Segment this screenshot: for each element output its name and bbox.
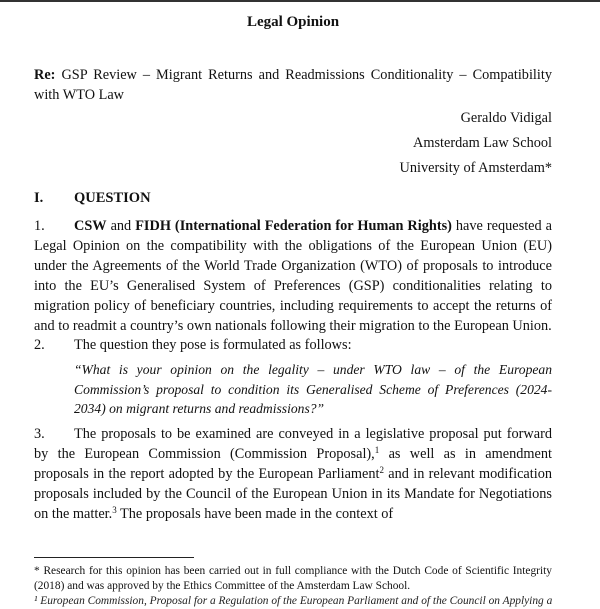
subject-line (34, 66, 552, 105)
paragraph-3 (34, 425, 552, 525)
section-heading (34, 190, 151, 207)
paragraph-text: The question they pose is formulated as follows: (74, 337, 352, 353)
requester-fidh: FIDH (International Federation for Human Rights) (135, 218, 452, 234)
requester-csw: CSW (74, 218, 107, 234)
subject-label: Re: (34, 67, 56, 83)
author-university: University of Amsterdam* (399, 160, 552, 176)
block-quote: “What is your opinion on the legality – under WTO law – of the European Commission’s proposal to condition its Generalised Scheme of Preferences (2024-2034) on migrant returns and readmissions?” (74, 362, 552, 416)
paragraph-text: as well as in amendment proposals in the report adopted by the European Parliament (34, 445, 553, 482)
paragraph-text: have requested a Legal Opinion on the compatibility with the obligations of the European Union (EU) under the Agreements of the World Trade Organization (WTO) of proposals to introduce into the EU’s Generalised System of Preferences (GSP) conditionalities relating to migration policy of beneficiary countries, including requirements to accept the returns of and to readmit a country’s own nationals following their migration to the European Union. (34, 218, 552, 334)
paragraph-number: 1. (34, 218, 45, 234)
author-name: Geraldo Vidigal (460, 110, 552, 126)
document-title: Legal Opinion (246, 14, 340, 30)
page-top-border (0, 0, 600, 2)
author-school: Amsterdam Law School (413, 135, 552, 151)
footnote-ref-2[interactable]: 2 (379, 464, 385, 475)
paragraph-text: The proposals have been made in the context of (116, 505, 394, 522)
footnote-ref-3[interactable]: 3 (112, 504, 117, 515)
section-title: QUESTION (74, 190, 151, 206)
paragraph-text: and in relevant modification proposals included by the Council of the European Union in its Mandate for Negotiations on the matter. (34, 465, 552, 522)
footnote-star: * Research for this opinion has been carried out in full compliance with the Dutch Code of Scientific Integrity (2018) and was approved by the Ethics Committee of the Amsterdam Law School. (34, 565, 552, 592)
footnote-ref-1[interactable]: 1 (374, 444, 380, 455)
subject-text: GSP Review – Migrant Returns and Readmissions Conditionality – Compatibility with WTO Law (34, 67, 552, 103)
paragraph-number: 2. (34, 337, 45, 353)
conjunction: and (106, 218, 136, 234)
paragraph-number: 3. (34, 426, 45, 442)
paragraph-text: The proposals to be examined are conveyed in a legislative proposal put forward by the European Commission (Commission Proposal), (34, 426, 552, 462)
paragraph-2 (34, 336, 552, 356)
section-number: I. (34, 190, 44, 206)
footnote-separator (34, 557, 194, 558)
footnote-1: ¹ European Commission, Proposal for a Regulation of the European Parliament and of the Council on Applying a (34, 595, 552, 607)
paragraph-1 (34, 217, 552, 336)
